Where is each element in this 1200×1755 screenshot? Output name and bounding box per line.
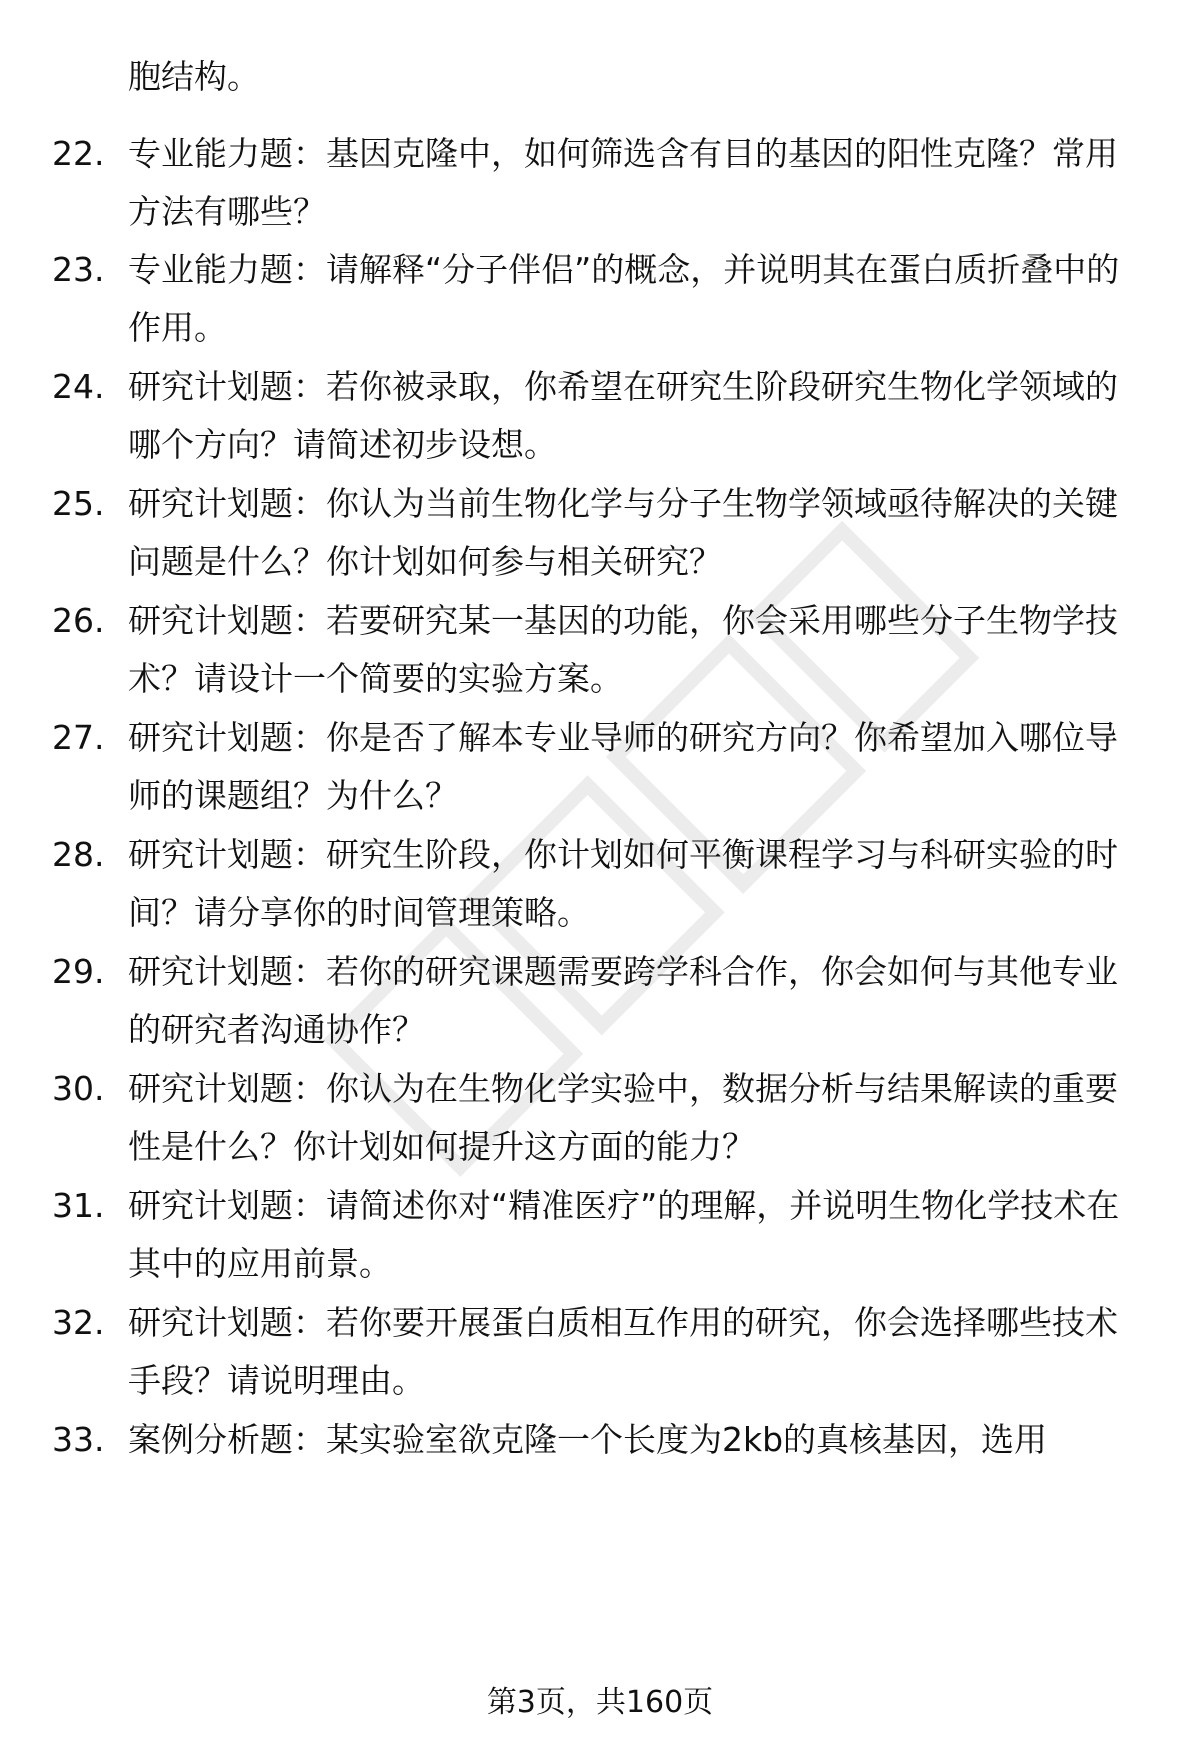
question-number: 32. bbox=[52, 1303, 105, 1342]
question-text: 研究计划题：你认为当前生物化学与分子生物学领域亟待解决的关键问题是什么？你计划如何参与相关研究？ bbox=[128, 484, 1118, 581]
question-text: 专业能力题：请解释“分子伴侣”的概念，并说明其在蛋白质折叠中的作用。 bbox=[128, 250, 1120, 347]
question-number: 23. bbox=[52, 250, 105, 289]
question-text: 专业能力题：基因克隆中，如何筛选含有目的基因的阳性克隆？常用方法有哪些？ bbox=[128, 134, 1118, 231]
question-number: 25. bbox=[52, 484, 105, 523]
question-text: 研究计划题：你认为在生物化学实验中，数据分析与结果解读的重要性是什么？你计划如何提升这方面的能力？ bbox=[128, 1069, 1118, 1166]
question-number: 27. bbox=[52, 718, 105, 757]
question-text: 研究计划题：你是否了解本专业导师的研究方向？你希望加入哪位导师的课题组？为什么？ bbox=[128, 718, 1118, 815]
question-number: 31. bbox=[52, 1186, 105, 1225]
question-text: 案例分析题：某实验室欲克隆一个长度为2kb的真核基因，选用 bbox=[128, 1420, 1048, 1459]
continued-text: 胞结构。 bbox=[128, 57, 260, 96]
question-number: 30. bbox=[52, 1069, 105, 1108]
question-text: 研究计划题：若你的研究课题需要跨学科合作，你会如何与其他专业的研究者沟通协作？ bbox=[128, 952, 1118, 1049]
question-text: 研究计划题：研究生阶段，你计划如何平衡课程学习与科研实验的时间？请分享你的时间管理策略。 bbox=[128, 835, 1118, 932]
page-footer: 第3页，共160页 bbox=[486, 1685, 714, 1720]
question-number: 22. bbox=[52, 134, 105, 173]
question-number: 33. bbox=[52, 1420, 105, 1459]
question-text: 研究计划题：若要研究某一基因的功能，你会采用哪些分子生物学技术？请设计一个简要的实验方案。 bbox=[128, 601, 1118, 698]
question-number: 24. bbox=[52, 367, 105, 406]
question-number: 28. bbox=[52, 835, 105, 874]
question-number: 26. bbox=[52, 601, 105, 640]
question-text: 研究计划题：若你要开展蛋白质相互作用的研究，你会选择哪些技术手段？请说明理由。 bbox=[128, 1303, 1118, 1400]
question-text: 研究计划题：若你被录取，你希望在研究生阶段研究生物化学领域的哪个方向？请简述初步设想。 bbox=[128, 367, 1118, 464]
question-text: 研究计划题：请简述你对“精准医疗”的理解，并说明生物化学技术在其中的应用前景。 bbox=[128, 1186, 1120, 1283]
question-number: 29. bbox=[52, 952, 105, 991]
